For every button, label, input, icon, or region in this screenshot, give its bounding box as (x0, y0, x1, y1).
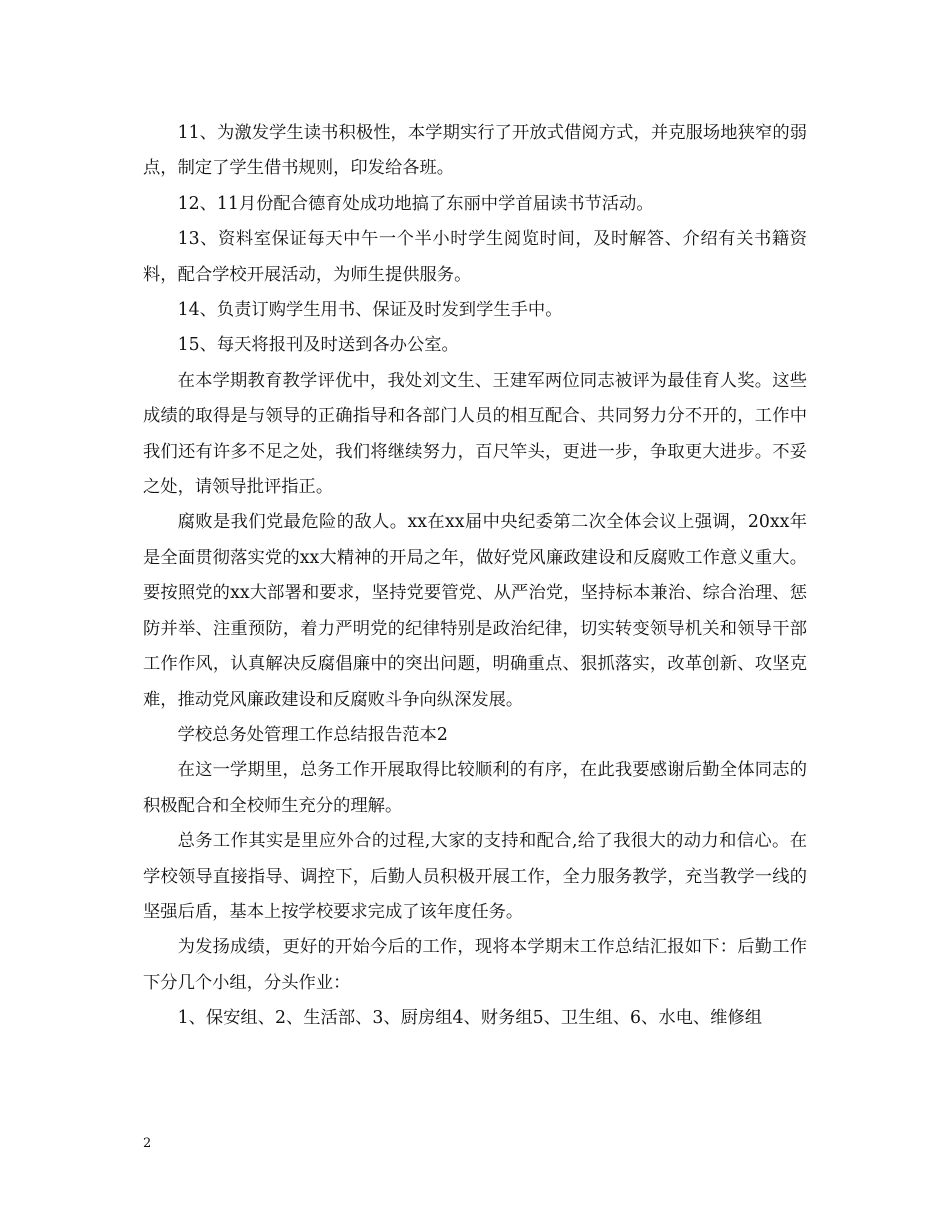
page-number: 2 (143, 1136, 152, 1151)
paragraph-item-11: 11、为激发学生读书积极性，本学期实行了开放式借阅方式，并克服场地狭窄的弱点，制定了学生借书规则，印发给各班。 (143, 123, 807, 179)
body-text (143, 116, 807, 1037)
paragraph-anti-corruption: 腐败是我们党最危险的敌人。xx在xx届中央纪委第二次全体会议上强调，20xx年是全面贯彻落实党的xx大精神的开局之年，做好党风廉政建设和反腐败工作意义重大。要按照党的xx大部署和要求，坚持党要管党、从严治党，坚持标本兼治、综合治理、惩防并举、注重预防，着力严明党的纪律特别是政治纪律，切实转变领导机关和领导干部工作作风，认真解决反腐倡廉中的突出问题，明确重点、狠抓落实，改革创新、攻坚克难，推动党风廉政建设和反腐败斗争向纵深发展。 (143, 512, 807, 710)
section-heading: 学校总务处管理工作总结报告范本2 (177, 724, 448, 745)
paragraph-group-list: 1、保安组、2、生活部、3、厨房组4、财务组5、卫生组、6、水电、维修组 (177, 1008, 763, 1029)
paragraph-intro: 在这一学期里，总务工作开展取得比较顺利的有序，在此我要感谢后勤全体同志的积极配合和全校师生充分的理解。 (143, 760, 807, 816)
paragraph-cooperation: 总务工作其实是里应外合的过程,大家的支持和配合,给了我很大的动力和信心。在学校领导直接指导、调控下，后勤人员积极开展工作，全力服务教学，充当教学一线的坚强后盾，基本上按学校要求完成了该年度任务。 (143, 831, 807, 922)
paragraph-summary-intro: 为发扬成绩，更好的开始今后的工作，现将本学期末工作总结汇报如下：后勤工作下分几个小组，分头作业： (143, 937, 807, 993)
paragraph-item-15: 15、每天将报刊及时送到各办公室。 (177, 335, 459, 356)
paragraph-item-13: 13、资料室保证每天中午一个半小时学生阅览时间，及时解答、介绍有关书籍资料，配合学校开展活动，为师生提供服务。 (143, 229, 807, 285)
paragraph-item-12: 12、11月份配合德育处成功地搞了东丽中学首届读书节活动。 (177, 193, 654, 214)
paragraph-achievements: 在本学期教育教学评优中，我处刘文生、王建军两位同志被评为最佳育人奖。这些成绩的取得是与领导的正确指导和各部门人员的相互配合、共同努力分不开的，工作中我们还有许多不足之处，我们将继续努力，百尺竿头，更进一步，争取更大进步。不妥之处，请领导批评指正。 (143, 370, 807, 498)
paragraph-item-14: 14、负责订购学生用书、保证及时发到学生手中。 (177, 300, 563, 321)
